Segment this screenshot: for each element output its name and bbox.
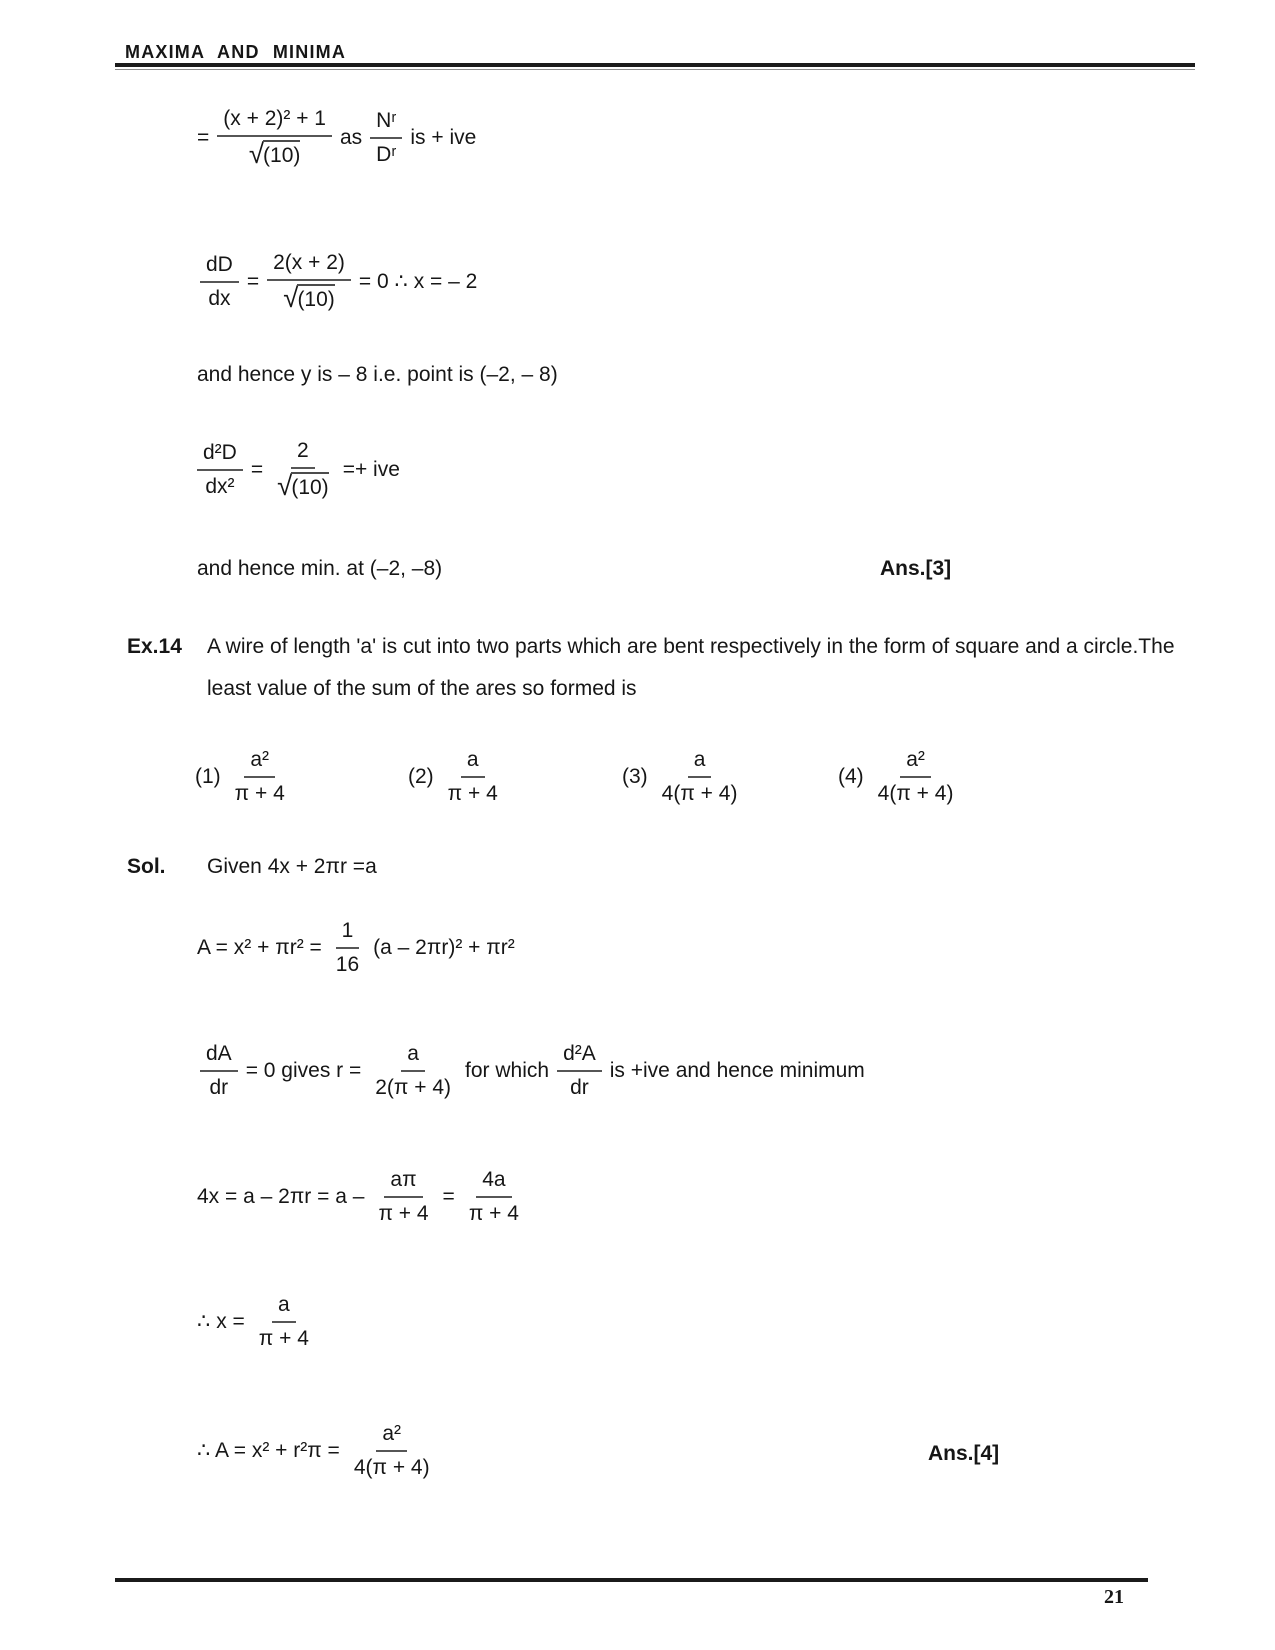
fraction (370, 108, 402, 167)
example-text-line-2: least value of the sum of the ares so formed is (207, 677, 637, 700)
equation-final (197, 1421, 444, 1480)
fraction (348, 1421, 436, 1480)
fraction-numerator: a (688, 747, 712, 778)
equation-derivative (200, 1041, 865, 1100)
equation-area (197, 918, 515, 977)
note-point: and hence y is – 8 i.e. point is (–2, – 8) (197, 363, 558, 386)
equation-token: is + ive (410, 125, 477, 149)
fraction-denominator: dr (209, 1075, 229, 1099)
fraction (330, 918, 365, 977)
fraction-denominator: π + 4 (234, 781, 285, 805)
fraction-denominator: 4(π + 4) (353, 1455, 430, 1479)
equation-token: is +ive and hence minimum (609, 1058, 865, 1082)
fraction (253, 1292, 315, 1351)
option-label: (1) (195, 764, 221, 788)
equation-token: 4x = a – 2πr = a – (197, 1184, 365, 1208)
fraction-numerator: dD (200, 252, 239, 283)
fraction-numerator: a (461, 747, 485, 778)
fraction (267, 250, 351, 313)
option-4 (838, 747, 967, 806)
fraction-numerator: 2 (291, 438, 315, 469)
fraction-denominator (277, 281, 341, 314)
fraction-denominator (243, 137, 307, 170)
square-root (283, 281, 335, 313)
equation-token: ∴ A = x² + r²π = (197, 1439, 340, 1463)
note-minimum: and hence min. at (–2, –8) (197, 557, 443, 580)
equation-token: = (442, 1184, 455, 1208)
equation-token: = 0 gives r = (245, 1058, 362, 1082)
fraction-denominator: 4(π + 4) (877, 781, 954, 805)
fraction-numerator: 4a (476, 1167, 511, 1198)
fraction-denominator: π + 4 (378, 1201, 429, 1225)
fraction-denominator: dx² (205, 474, 235, 498)
equation-token: as (339, 125, 363, 149)
fraction-denominator (271, 469, 335, 502)
fraction (557, 1041, 602, 1100)
fraction-numerator: a² (900, 747, 931, 778)
fraction (271, 438, 335, 501)
solution-given: Given 4x + 2πr =a (207, 855, 377, 878)
fraction-numerator: 1 (336, 918, 360, 949)
fraction-denominator: π + 4 (447, 781, 498, 805)
fraction-numerator: d²A (557, 1041, 602, 1072)
footer-divider (115, 1578, 1148, 1582)
equation-step-3 (197, 438, 400, 501)
fraction (442, 747, 504, 806)
fraction-numerator: (x + 2)² + 1 (217, 106, 332, 137)
option-label: (3) (622, 764, 648, 788)
fraction (872, 747, 960, 806)
fraction (200, 1041, 238, 1100)
fraction-denominator: 16 (335, 952, 360, 976)
fraction-numerator: d²D (197, 440, 243, 471)
fraction (200, 252, 239, 311)
example-text-line-1: A wire of length 'a' is cut into two parts which are bent respectively in the form of square and a circle.The (207, 635, 1175, 658)
option-3 (622, 747, 751, 806)
equation-token: = (246, 269, 260, 293)
equation-token: = 0 ∴ x = – 2 (358, 270, 478, 294)
fraction-numerator: a² (244, 747, 275, 778)
fraction (197, 440, 243, 499)
option-label: (2) (408, 764, 434, 788)
header-divider (115, 63, 1195, 67)
example-label: Ex.14 (127, 635, 182, 658)
fraction-numerator: 2(x + 2) (267, 250, 351, 281)
fraction-numerator: a (401, 1041, 425, 1072)
equation-step-1 (197, 106, 476, 169)
radical-sign: √ (283, 281, 299, 313)
equation-token: for which (465, 1058, 550, 1082)
equation-token: ∴ x = (197, 1310, 245, 1334)
fraction (369, 1041, 457, 1100)
equation-token: =+ ive (342, 457, 400, 481)
equation-step-2 (200, 250, 477, 313)
fraction-denominator: 4(π + 4) (661, 781, 738, 805)
header-divider-shadow (115, 69, 1195, 70)
fraction-numerator: Nʳ (370, 108, 402, 139)
radical-sign: √ (248, 137, 265, 169)
radicand: (10) (291, 472, 328, 501)
fraction-denominator: Dʳ (376, 142, 397, 166)
option-1 (195, 747, 299, 806)
fraction-numerator: aπ (384, 1167, 422, 1198)
square-root (248, 137, 301, 169)
fraction-denominator: 2(π + 4) (375, 1075, 452, 1099)
square-root (277, 469, 329, 501)
page-number: 21 (1104, 1586, 1124, 1608)
fraction (372, 1167, 434, 1226)
equation-x-result (197, 1292, 323, 1351)
equation-token: (a – 2πr)² + πr² (373, 935, 515, 959)
radicand: (10) (297, 284, 334, 313)
equation-x-side (197, 1167, 533, 1226)
fraction (656, 747, 744, 806)
option-2 (408, 747, 512, 806)
fraction-numerator: a (272, 1292, 296, 1323)
radicand: (10) (263, 140, 300, 169)
equation-token: = (197, 125, 210, 149)
equation-token: = (250, 457, 264, 481)
fraction-denominator: dr (570, 1075, 589, 1099)
answer-badge-4: Ans.[4] (928, 1442, 1000, 1465)
fraction (229, 747, 291, 806)
fraction-numerator: dA (200, 1041, 238, 1072)
fraction (463, 1167, 525, 1226)
option-label: (4) (838, 764, 864, 788)
fraction-denominator: π + 4 (258, 1326, 309, 1350)
equation-token: A = x² + πr² = (197, 935, 322, 959)
fraction (217, 106, 332, 169)
fraction-denominator: dx (208, 286, 231, 310)
fraction-denominator: π + 4 (468, 1201, 519, 1225)
radical-sign: √ (277, 469, 293, 501)
fraction-numerator: a² (376, 1421, 407, 1452)
solution-label: Sol. (127, 855, 166, 878)
page-title: MAXIMA AND MINIMA (125, 42, 347, 62)
answer-badge-3: Ans.[3] (880, 557, 952, 580)
